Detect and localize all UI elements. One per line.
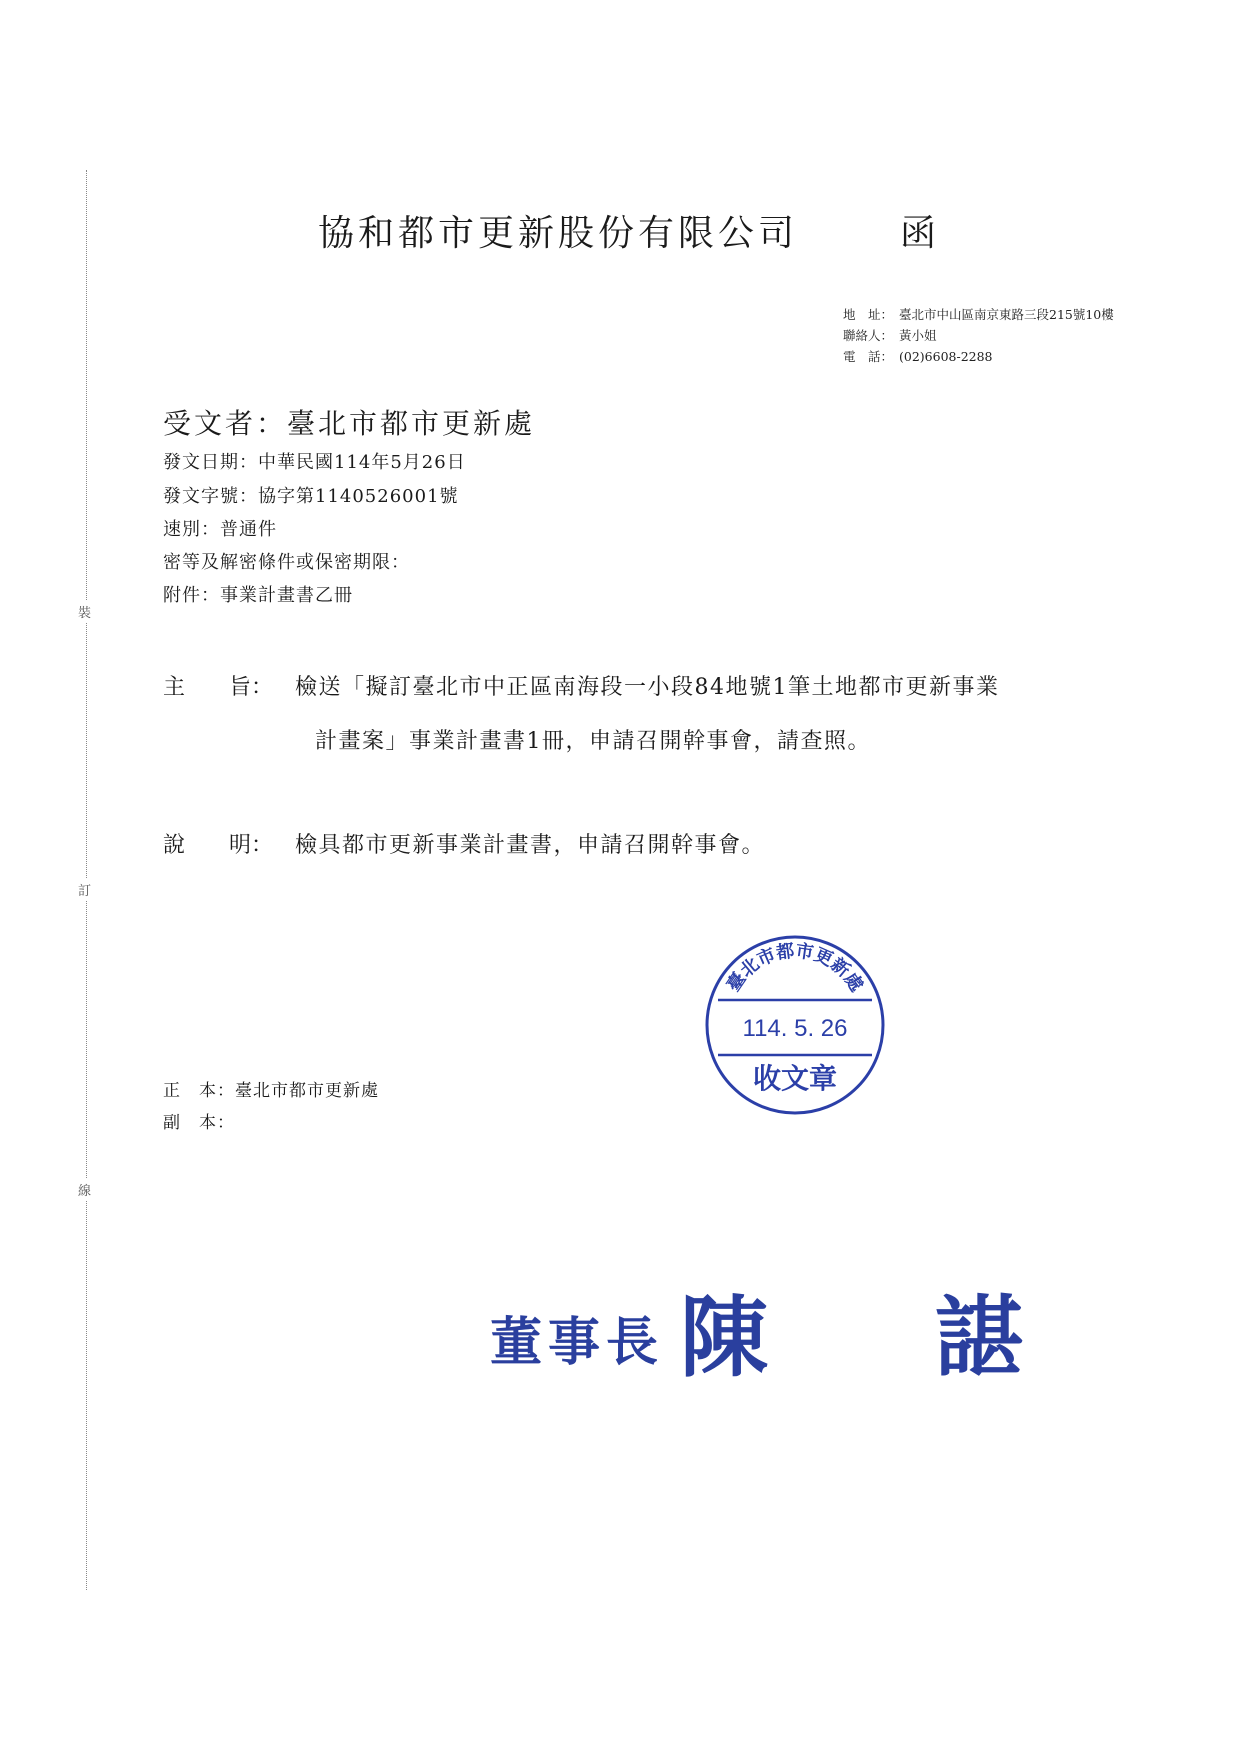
signature-title: 董事長 <box>490 1312 665 1373</box>
contact-person <box>843 326 937 344</box>
binding-mark-ding: 訂 <box>78 878 91 901</box>
person-label: 聯絡人： <box>843 328 894 343</box>
document-number: 發文字號：協字第1140526001號 <box>163 486 459 507</box>
received-stamp <box>700 930 890 1120</box>
secrecy-level: 密等及解密條件或保密期限： <box>163 552 410 573</box>
stamp-org-text: 臺北市都市更新處 <box>723 940 867 996</box>
address-label: 地 址： <box>843 307 894 322</box>
person-value: 黃小姐 <box>899 328 937 343</box>
document-type: 函 <box>900 213 937 254</box>
attachment: 附件：事業計畫書乙冊 <box>163 585 353 606</box>
binding-mark-xian: 線 <box>78 1178 91 1201</box>
signature-name-first: 陳 <box>680 1286 769 1389</box>
contact-address <box>843 305 1114 323</box>
subject-line-2: 計畫案」事業計畫書1冊，申請召開幹事會，請查照。 <box>315 729 871 754</box>
contact-phone <box>843 347 993 365</box>
subject-label: 主 旨： <box>163 675 274 700</box>
explanation-text: 檢具都市更新事業計畫書，申請召開幹事會。 <box>295 833 766 858</box>
issue-date: 發文日期：中華民國114年5月26日 <box>163 452 466 473</box>
address-value: 臺北市中山區南京東路三段215號10樓 <box>899 307 1114 322</box>
explanation-label: 說 明： <box>163 833 274 858</box>
signature-name-second: 諶 <box>935 1286 1024 1389</box>
stamp-label: 收文章 <box>752 1062 838 1095</box>
phone-label: 電 話： <box>843 349 894 364</box>
delivery-speed: 速別：普通件 <box>163 519 277 540</box>
duplicate-copy: 副 本： <box>163 1113 235 1133</box>
phone-value: (02)6608-2288 <box>899 349 993 364</box>
stamp-date: 114. 5. 26 <box>742 1015 848 1042</box>
recipient: 受文者：臺北市都市更新處 <box>163 407 536 440</box>
original-copy: 正 本：臺北市都市更新處 <box>163 1081 379 1101</box>
subject-line-1: 檢送「擬訂臺北市中正區南海段一小段84地號1筆土地都市更新事業 <box>295 675 1000 700</box>
binding-mark-zhuang: 裝 <box>78 600 91 623</box>
company-title: 協和都市更新股份有限公司 <box>318 213 799 254</box>
chairman-signature <box>480 1250 1040 1400</box>
